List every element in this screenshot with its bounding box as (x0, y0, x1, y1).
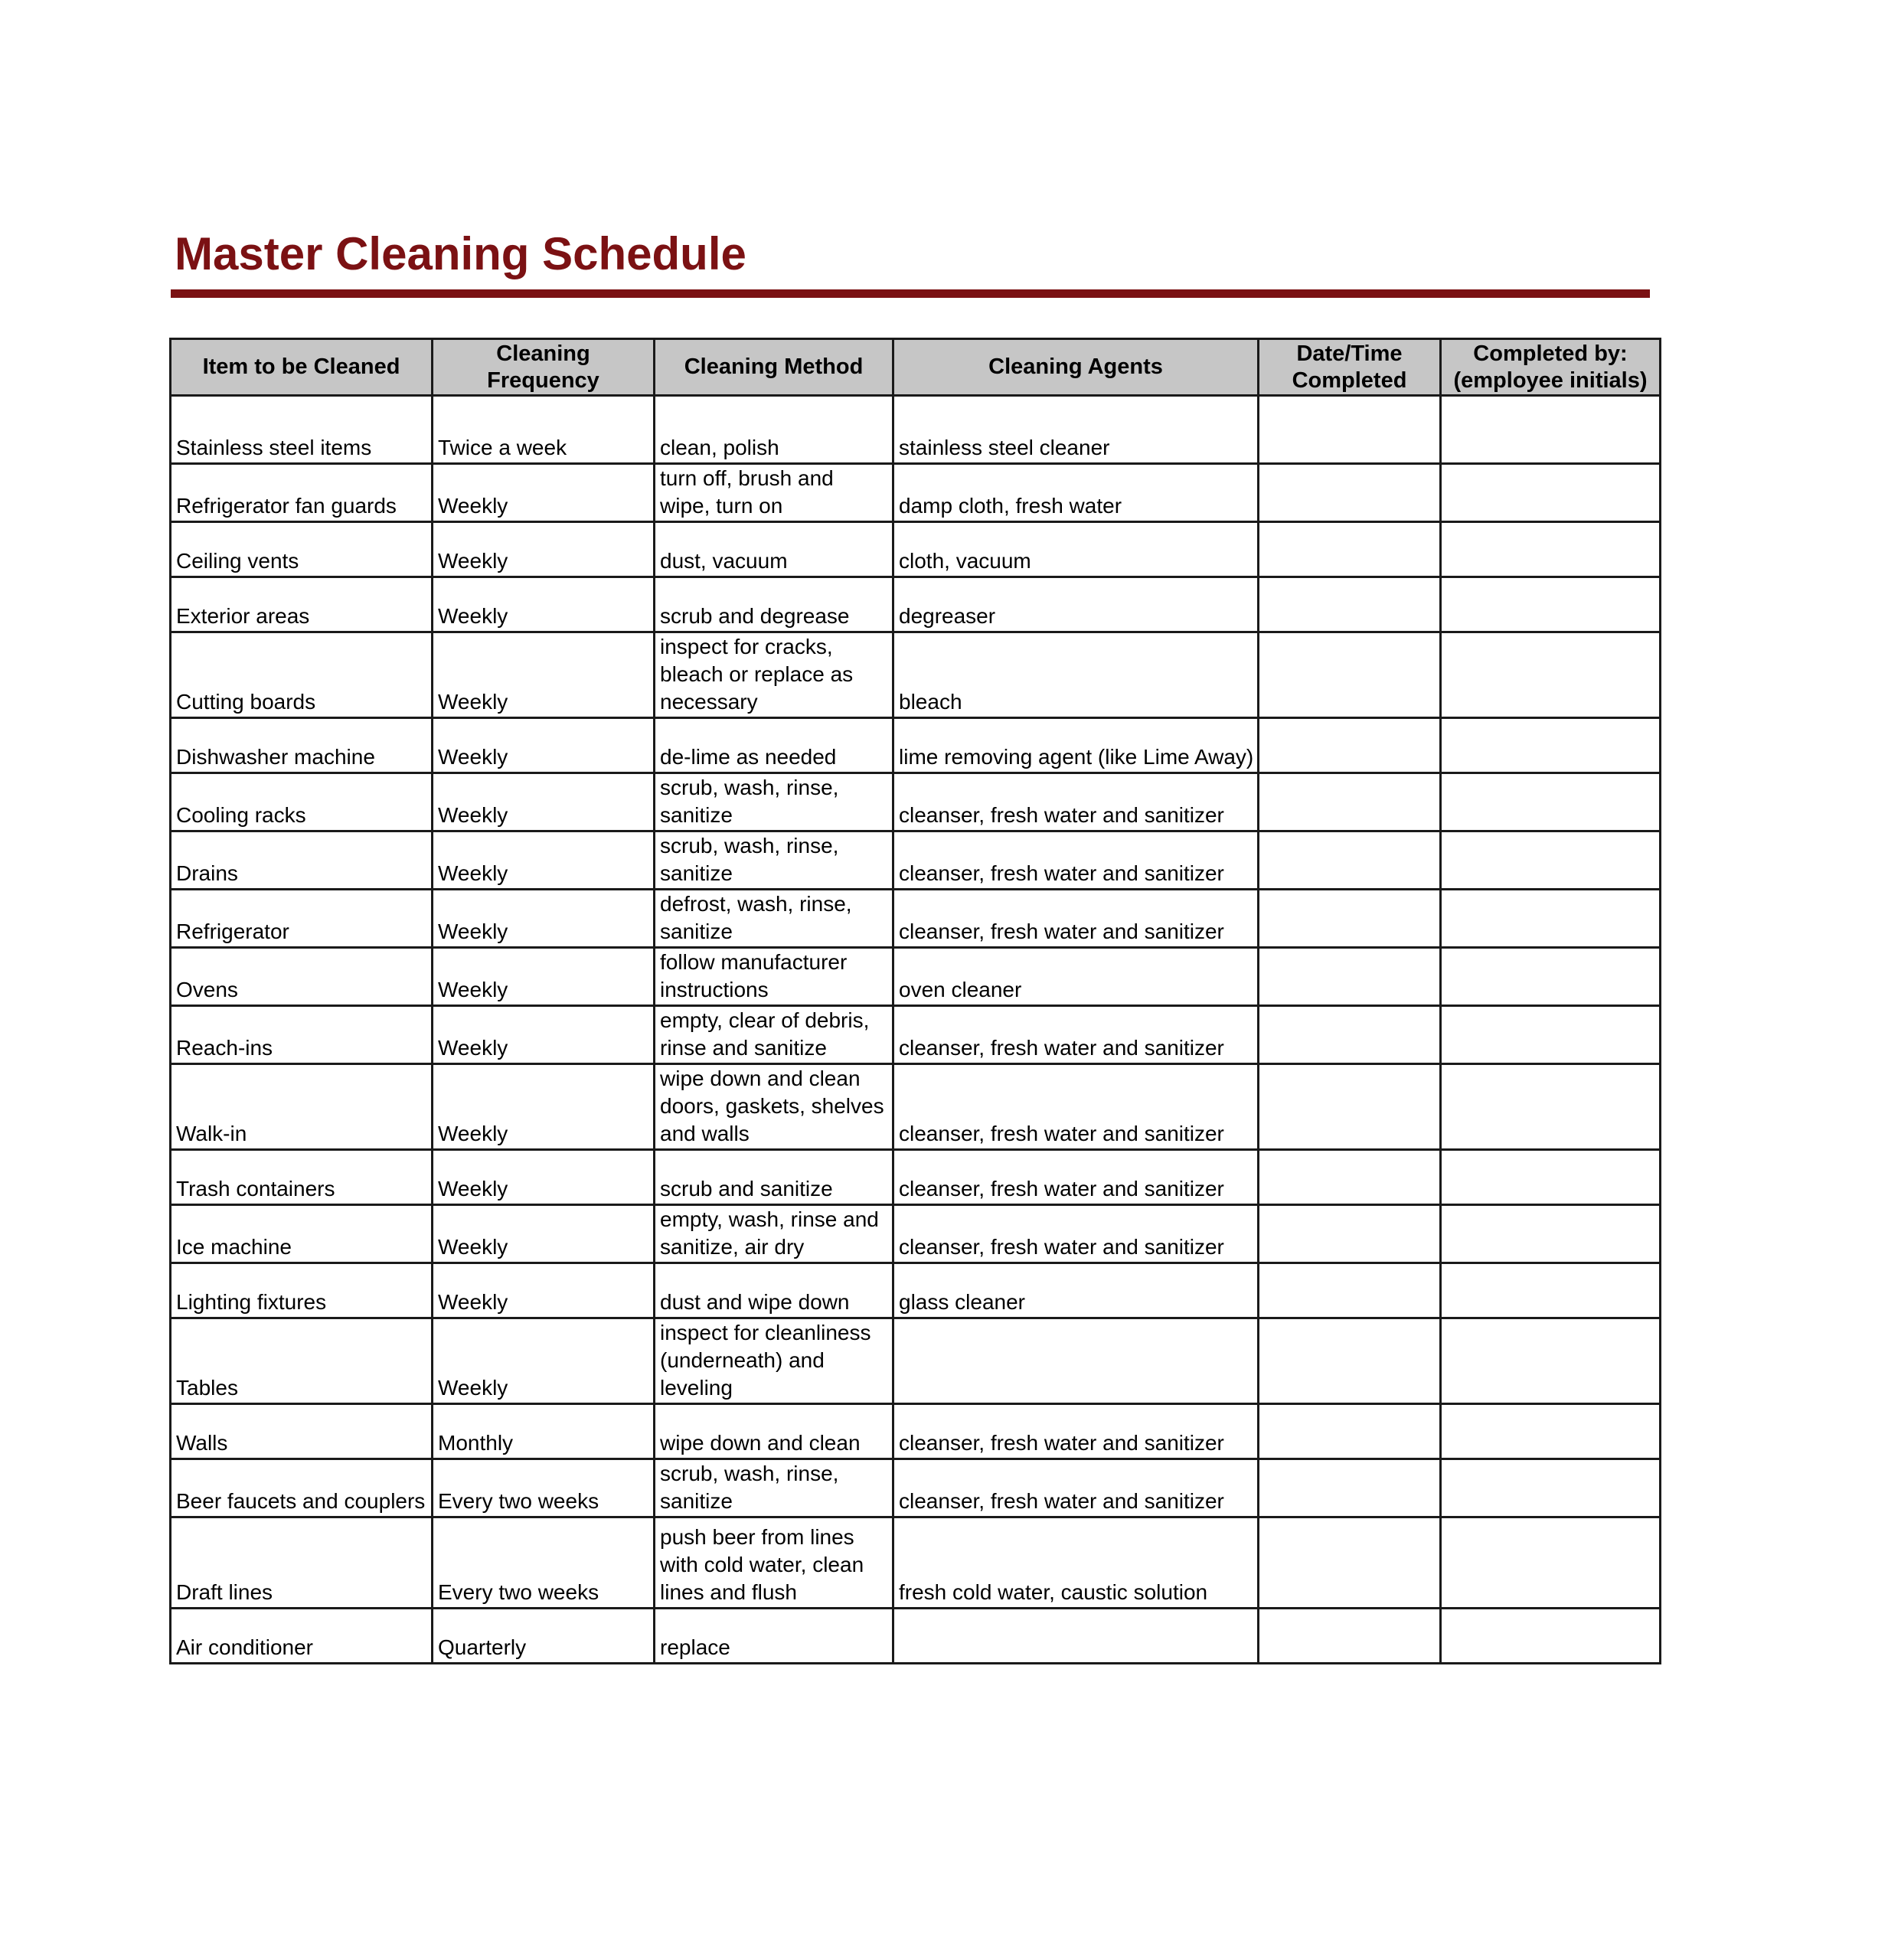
cell-agents: cleanser, fresh water and sanitizer (893, 773, 1259, 831)
cell-agents: cleanser, fresh water and sanitizer (893, 1006, 1259, 1064)
cell-date-time[interactable] (1259, 948, 1441, 1006)
table-row (171, 464, 1661, 522)
cell-date-time[interactable] (1259, 1064, 1441, 1150)
cell-frequency: Quarterly (433, 1609, 655, 1664)
cell-completed-by[interactable] (1441, 1609, 1661, 1664)
cell-agents: cloth, vacuum (893, 522, 1259, 577)
cell-frequency: Twice a week (433, 396, 655, 464)
cell-method: scrub, wash, rinse, sanitize (655, 831, 893, 890)
cell-frequency: Weekly (433, 890, 655, 948)
cell-item: Stainless steel items (171, 396, 433, 464)
cell-method: dust and wipe down (655, 1263, 893, 1318)
cell-method: push beer from lines with cold water, clean lines and flush (655, 1517, 893, 1609)
cell-completed-by[interactable] (1441, 464, 1661, 522)
cell-completed-by[interactable] (1441, 1404, 1661, 1459)
table-row (171, 1263, 1661, 1318)
title-underline-rule (171, 289, 1650, 298)
cell-method: replace (655, 1609, 893, 1664)
cell-frequency: Weekly (433, 1318, 655, 1404)
cell-item: Refrigerator fan guards (171, 464, 433, 522)
cell-date-time[interactable] (1259, 1263, 1441, 1318)
table-row (171, 1517, 1661, 1609)
cell-date-time[interactable] (1259, 464, 1441, 522)
cell-date-time[interactable] (1259, 1609, 1441, 1664)
cell-frequency: Weekly (433, 773, 655, 831)
cell-agents: degreaser (893, 577, 1259, 632)
cell-agents: lime removing agent (like Lime Away) (893, 718, 1259, 773)
cell-item: Dishwasher machine (171, 718, 433, 773)
cell-completed-by[interactable] (1441, 890, 1661, 948)
cell-agents (893, 1318, 1259, 1404)
table-row (171, 890, 1661, 948)
cell-completed-by[interactable] (1441, 577, 1661, 632)
cell-agents: cleanser, fresh water and sanitizer (893, 1404, 1259, 1459)
cell-item: Trash containers (171, 1150, 433, 1205)
table-row (171, 396, 1661, 464)
page-title: Master Cleaning Schedule (175, 228, 746, 279)
cell-agents: glass cleaner (893, 1263, 1259, 1318)
header-frequency: Cleaning Frequency (433, 339, 655, 396)
cell-item: Cutting boards (171, 632, 433, 718)
cell-method: clean, polish (655, 396, 893, 464)
cell-item: Ice machine (171, 1205, 433, 1263)
cell-agents: damp cloth, fresh water (893, 464, 1259, 522)
table-row (171, 522, 1661, 577)
table-row (171, 1006, 1661, 1064)
header-method: Cleaning Method (655, 339, 893, 396)
cell-frequency: Weekly (433, 718, 655, 773)
table-row (171, 718, 1661, 773)
cell-method: wipe down and clean doors, gaskets, shelves and walls (655, 1064, 893, 1150)
cell-item: Ovens (171, 948, 433, 1006)
cell-completed-by[interactable] (1441, 1006, 1661, 1064)
cell-item: Walls (171, 1404, 433, 1459)
cell-completed-by[interactable] (1441, 773, 1661, 831)
header-date-time: Date/Time Completed (1259, 339, 1441, 396)
cell-date-time[interactable] (1259, 1404, 1441, 1459)
cell-date-time[interactable] (1259, 577, 1441, 632)
cell-completed-by[interactable] (1441, 522, 1661, 577)
table-row (171, 632, 1661, 718)
table-row (171, 1459, 1661, 1517)
cell-date-time[interactable] (1259, 1150, 1441, 1205)
cell-frequency: Weekly (433, 1150, 655, 1205)
cell-agents (893, 1609, 1259, 1664)
cell-completed-by[interactable] (1441, 1150, 1661, 1205)
table-row (171, 773, 1661, 831)
table-header-row (171, 339, 1661, 396)
table-row (171, 1150, 1661, 1205)
cell-completed-by[interactable] (1441, 396, 1661, 464)
cell-frequency: Weekly (433, 1263, 655, 1318)
cell-date-time[interactable] (1259, 522, 1441, 577)
cell-method: empty, wash, rinse and sanitize, air dry (655, 1205, 893, 1263)
table-row (171, 1609, 1661, 1664)
cell-item: Walk-in (171, 1064, 433, 1150)
cell-method: defrost, wash, rinse, sanitize (655, 890, 893, 948)
table-row (171, 1318, 1661, 1404)
cell-date-time[interactable] (1259, 831, 1441, 890)
table-row (171, 577, 1661, 632)
cell-completed-by[interactable] (1441, 718, 1661, 773)
cell-date-time[interactable] (1259, 396, 1441, 464)
cell-frequency: Every two weeks (433, 1459, 655, 1517)
cell-completed-by[interactable] (1441, 632, 1661, 718)
cell-method: inspect for cleanliness (underneath) and leveling (655, 1318, 893, 1404)
cell-frequency: Weekly (433, 1064, 655, 1150)
cell-item: Refrigerator (171, 890, 433, 948)
cell-method: scrub, wash, rinse, sanitize (655, 773, 893, 831)
cell-item: Drains (171, 831, 433, 890)
cell-frequency: Every two weeks (433, 1517, 655, 1609)
header-agents: Cleaning Agents (893, 339, 1259, 396)
cell-completed-by[interactable] (1441, 1263, 1661, 1318)
cell-date-time[interactable] (1259, 1205, 1441, 1263)
cell-agents: stainless steel cleaner (893, 396, 1259, 464)
cell-frequency: Weekly (433, 522, 655, 577)
table-row (171, 948, 1661, 1006)
cell-frequency: Weekly (433, 464, 655, 522)
cell-completed-by[interactable] (1441, 1318, 1661, 1404)
cell-date-time[interactable] (1259, 1459, 1441, 1517)
cell-item: Ceiling vents (171, 522, 433, 577)
cell-date-time[interactable] (1259, 1318, 1441, 1404)
cell-method: scrub, wash, rinse, sanitize (655, 1459, 893, 1517)
cell-agents: cleanser, fresh water and sanitizer (893, 1205, 1259, 1263)
cell-item: Tables (171, 1318, 433, 1404)
cleaning-schedule-table (169, 338, 1661, 1664)
cell-agents: cleanser, fresh water and sanitizer (893, 890, 1259, 948)
cell-date-time[interactable] (1259, 1517, 1441, 1609)
cell-completed-by[interactable] (1441, 1517, 1661, 1609)
cell-item: Reach-ins (171, 1006, 433, 1064)
header-completed-by: Completed by: (employee initials) (1441, 339, 1661, 396)
cell-item: Beer faucets and couplers (171, 1459, 433, 1517)
cell-method: wipe down and clean (655, 1404, 893, 1459)
cell-agents: bleach (893, 632, 1259, 718)
table-row (171, 1064, 1661, 1150)
cell-agents: cleanser, fresh water and sanitizer (893, 1459, 1259, 1517)
cell-item: Exterior areas (171, 577, 433, 632)
cell-agents: fresh cold water, caustic solution (893, 1517, 1259, 1609)
cell-completed-by[interactable] (1441, 1459, 1661, 1517)
cell-completed-by[interactable] (1441, 1064, 1661, 1150)
cell-agents: cleanser, fresh water and sanitizer (893, 1064, 1259, 1150)
header-item: Item to be Cleaned (171, 339, 433, 396)
cell-frequency: Weekly (433, 577, 655, 632)
cell-completed-by[interactable] (1441, 948, 1661, 1006)
cell-frequency: Weekly (433, 1006, 655, 1064)
cell-method: dust, vacuum (655, 522, 893, 577)
cell-completed-by[interactable] (1441, 1205, 1661, 1263)
cell-frequency: Weekly (433, 1205, 655, 1263)
cell-method: inspect for cracks, bleach or replace as necessary (655, 632, 893, 718)
cell-date-time[interactable] (1259, 773, 1441, 831)
cell-frequency: Weekly (433, 831, 655, 890)
table-row (171, 1404, 1661, 1459)
cell-item: Draft lines (171, 1517, 433, 1609)
cell-frequency: Weekly (433, 632, 655, 718)
cell-date-time[interactable] (1259, 1006, 1441, 1064)
cell-method: follow manufacturer instructions (655, 948, 893, 1006)
cell-date-time[interactable] (1259, 632, 1441, 718)
cell-item: Air conditioner (171, 1609, 433, 1664)
cell-method: turn off, brush and wipe, turn on (655, 464, 893, 522)
table-row (171, 831, 1661, 890)
cell-completed-by[interactable] (1441, 831, 1661, 890)
cell-agents: cleanser, fresh water and sanitizer (893, 1150, 1259, 1205)
table-row (171, 1205, 1661, 1263)
cell-item: Cooling racks (171, 773, 433, 831)
cell-date-time[interactable] (1259, 890, 1441, 948)
cell-method: scrub and sanitize (655, 1150, 893, 1205)
cell-agents: oven cleaner (893, 948, 1259, 1006)
cell-date-time[interactable] (1259, 718, 1441, 773)
cell-agents: cleanser, fresh water and sanitizer (893, 831, 1259, 890)
cell-method: empty, clear of debris, rinse and sanitize (655, 1006, 893, 1064)
cell-item: Lighting fixtures (171, 1263, 433, 1318)
cell-method: de-lime as needed (655, 718, 893, 773)
cell-frequency: Weekly (433, 948, 655, 1006)
cell-method: scrub and degrease (655, 577, 893, 632)
cell-frequency: Monthly (433, 1404, 655, 1459)
